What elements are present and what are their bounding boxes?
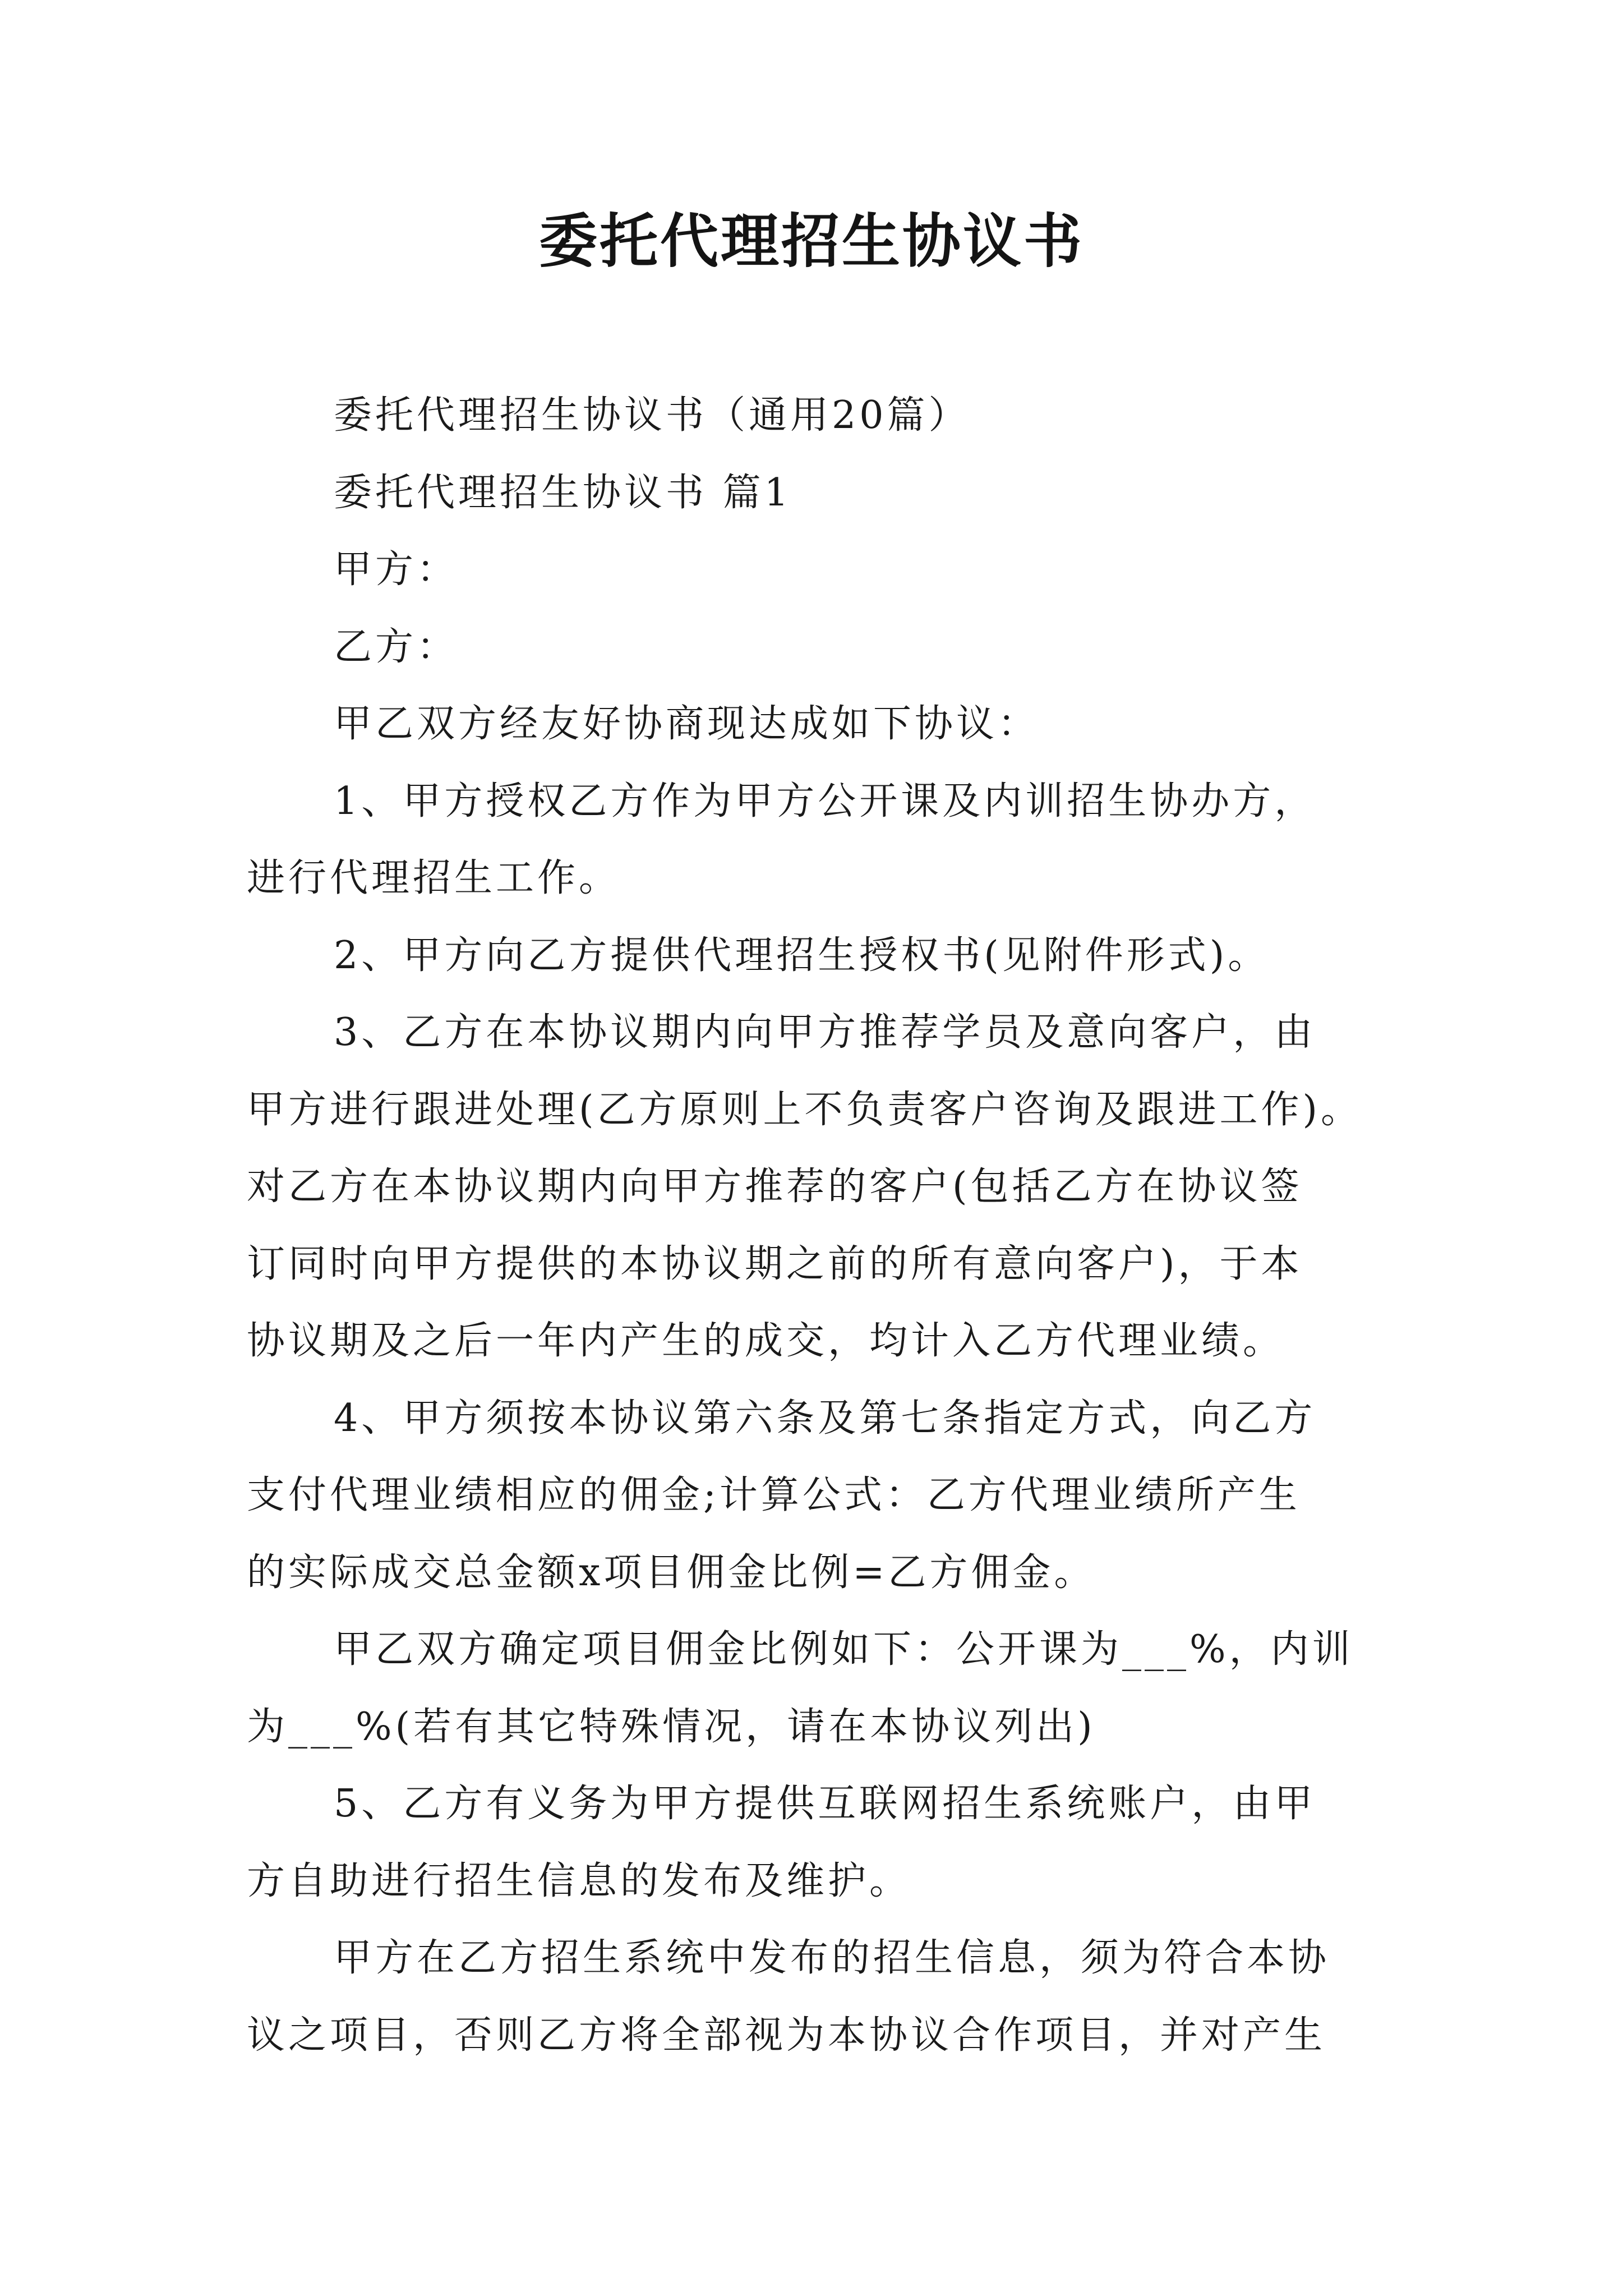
text-line: 5、乙方有义务为甲方提供互联网招生系统账户，由甲 bbox=[334, 1782, 1316, 1826]
text-line: 进行代理招生工作。 bbox=[247, 856, 621, 900]
text-line: 3、乙方在本协议期内向甲方推荐学员及意向客户，由 bbox=[334, 1010, 1316, 1055]
text-line: 2、甲方向乙方提供代理招生授权书(见附件形式)。 bbox=[334, 933, 1270, 978]
text-line: 方自助进行招生信息的发布及维护。 bbox=[247, 1858, 911, 1903]
text-line: 的实际成交总金额x项目佣金比例=乙方佣金。 bbox=[247, 1550, 1096, 1595]
text-line: 为___%(若有其它特殊情况，请在本协议列出) bbox=[247, 1704, 1096, 1749]
text-line: 议之项目，否则乙方将全部视为本协议合作项目，并对产生 bbox=[247, 2013, 1326, 2058]
text-line: 对乙方在本协议期内向甲方推荐的客户(包括乙方在协议签 bbox=[247, 1165, 1303, 1209]
text-line: 甲方在乙方招生系统中发布的招生信息，须为符合本协 bbox=[334, 1936, 1330, 1980]
text-line: 委托代理招生协议书 篇1 bbox=[334, 470, 792, 515]
text-line: 支付代理业绩相应的佣金;计算公式：乙方代理业绩所产生 bbox=[247, 1473, 1301, 1517]
text-line: 甲方进行跟进处理(乙方原则上不负责客户咨询及跟进工作)。 bbox=[247, 1087, 1363, 1132]
text-line: 甲乙双方确定项目佣金比例如下：公开课为___%，内训 bbox=[334, 1627, 1354, 1672]
text-line: 乙方： bbox=[334, 624, 459, 669]
text-line: 协议期及之后一年内产生的成交，均计入乙方代理业绩。 bbox=[247, 1319, 1285, 1363]
document-body bbox=[247, 377, 1391, 2074]
text-line: 甲乙双方经友好协商现达成如下协议： bbox=[334, 702, 1040, 746]
text-line: 订同时向甲方提供的本协议期之前的所有意向客户)，于本 bbox=[247, 1241, 1303, 1286]
text-line: 甲方： bbox=[334, 547, 459, 592]
document-title: 委托代理招生协议书 bbox=[538, 206, 1084, 275]
text-line: 1、甲方授权乙方作为甲方公开课及内训招生协办方， bbox=[334, 779, 1316, 823]
text-line: 4、甲方须按本协议第六条及第七条指定方式，向乙方 bbox=[334, 1396, 1316, 1441]
text-line: 委托代理招生协议书（通用20篇） bbox=[334, 393, 970, 438]
